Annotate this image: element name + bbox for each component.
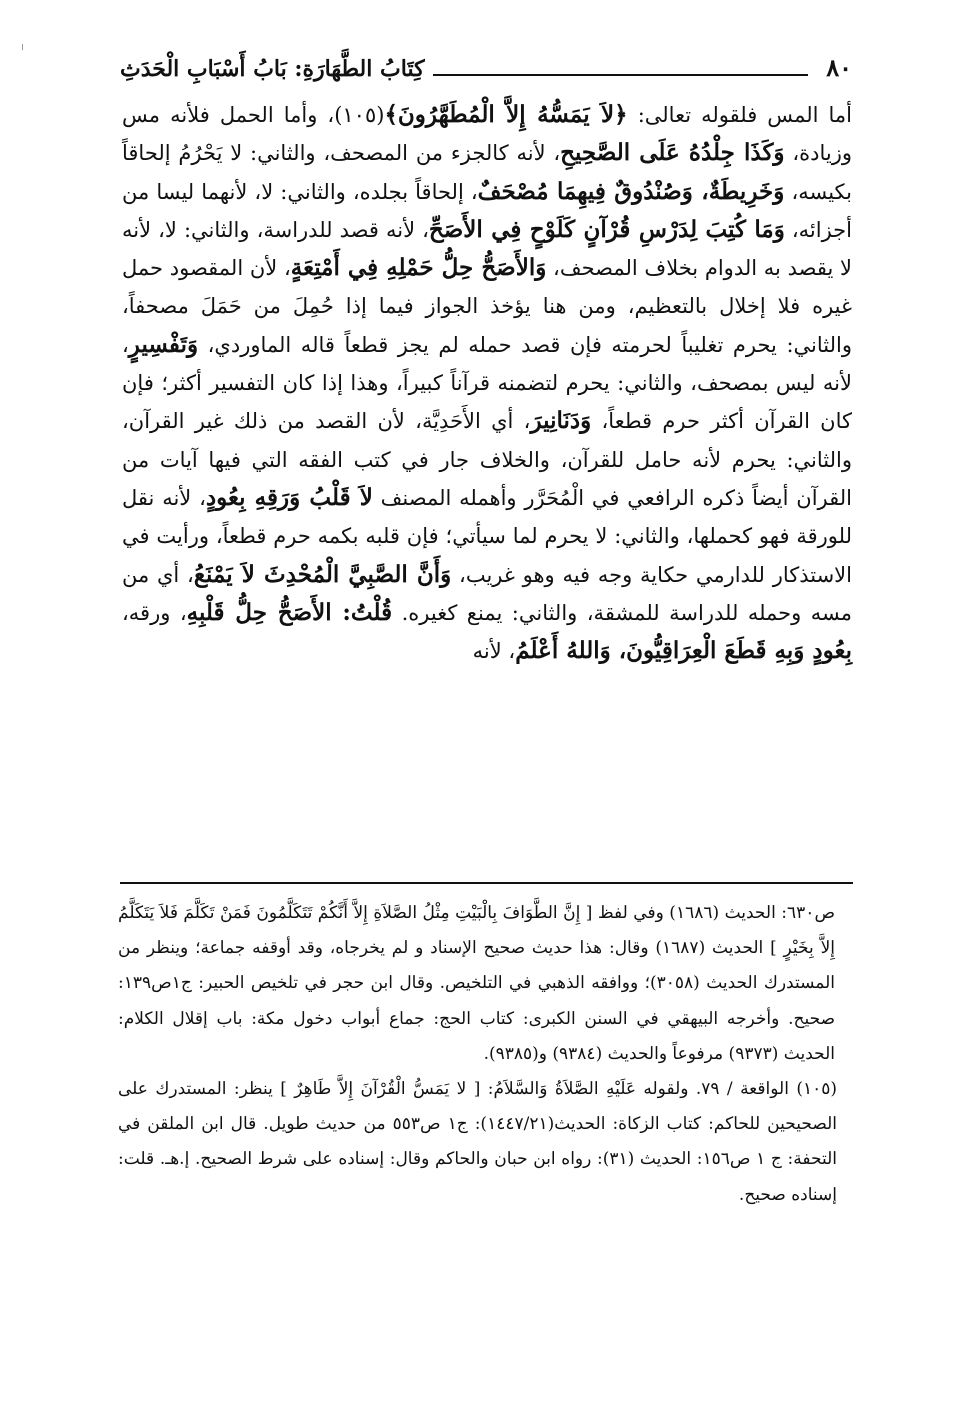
matn-text: وَخَرِيطَةٌ، وَصُنْدُوقٌ فِيهِمَا مُصْحَفٌ	[477, 177, 785, 205]
text-run: ، لأنه	[472, 639, 516, 664]
margin-mark	[22, 44, 23, 50]
footnote-rule	[120, 882, 853, 884]
quran-verse: ﴿لاَ يَمَسُّهُ إِلاَّ الْمُطَهَّرُونَ﴾	[384, 101, 628, 128]
text-run: ، لأنه قصد للدراسة، والثاني: لا، لأنه لا يقصد به الدوام بخلاف المصحف،	[122, 217, 853, 281]
footnotes	[118, 896, 853, 1213]
text-run: ، لأن المقصود حمل غيره فلا إخلال بالتعظيم، ومن هنا يؤخذ الجواز فيما إذا حُمِلَ من حَمَلَ مصحفاً، والثاني: يحرم تغليباً لحرمته فإن قصد حمله لم يجز قطعاً قاله الماوردي،	[122, 256, 852, 357]
text-run: أما المس فلقوله تعالى:	[627, 103, 852, 127]
main-paragraph	[122, 96, 852, 670]
footnote-1: ص٦٣٠: الحديث (١٦٨٦) وفي لفظ [ إِنَّ الطَّوَافَ بِالْبَيْتِ مِثْلُ الصَّلاَةِ إِلاَّ أَنَّكُمْ تَتَكَلَّمُونَ فَمَنْ تَكَلَّمَ فَلاَ يَتَكَلَّمُ إِلاَّ بِخَيْرٍ ] الحديث (١٦٨٧) وقال: هذا حديث صحيح الإسناد و لم يخرجاه، وقد أوقفه جماعة؛ وينظر من المستدرك الحديث (٣٠٥٨)؛ ووافقه الذهبي في التلخيص. وقال ابن حجر في تلخيص الحبير: ج١ص١٣٩: صحيح. وأخرجه البيهقي في السنن الكبرى: كتاب الحج: جماع أبواب دخول مكة: باب إقلال الكلام: الحديث (٩٣٧٣) مرفوعاً والحديث (٩٣٨٤) و(٩٣٨٥).	[118, 903, 835, 1064]
running-title: كِتَابُ الطَّهَارَةِ: بَابُ أَسْبَابِ الْحَدَثِ	[120, 56, 425, 82]
header-rule	[433, 74, 809, 76]
text-run: ، أي من مسه وحمله للدراسة للمشقة، والثاني: يمنع كغيره.	[122, 562, 853, 625]
matn-text: لاَ قَلْبُ وَرَقِهِ بِعُودٍ	[205, 483, 373, 511]
matn-text: وَمَا كُتِبَ لِدَرْسِ قُرْآنٍ كَلَوْحٍ فِي الأَصَحِّ	[428, 215, 785, 243]
text-run: ، إلحاقاً بجلده، والثاني: لا، لأنهما ليسا من أجزائه،	[122, 179, 853, 242]
text-run: ، لأنه كالجزء من المصحف، والثاني: لا يَحْرُمُ إلحاقاً بكيسه،	[122, 141, 852, 204]
main-text	[122, 96, 852, 670]
matn-text: وَأَنَّ الصَّبِيَّ الْمُحْدِثَ لاَ يَمْنَعُ	[193, 560, 452, 588]
matn-text: وَكَذَا جِلْدُهُ عَلَى الصَّحِيحِ	[560, 139, 785, 167]
matn-text: وَتَفْسِيرٍ	[128, 330, 199, 358]
matn-text: وَالأَصَحُّ حِلُّ حَمْلِهِ فِي أَمْتِعَةٍ	[290, 254, 547, 282]
page-number: ٨٠	[826, 53, 852, 82]
text-run: ، لأنه ليس بمصحف، والثاني: يحرم لتضمنه قرآناً كبيراً، وهذا إذا كان التفسير أكثر؛ فإن كان القرآن أكثر حرم قطعاً،	[122, 332, 853, 434]
matn-text: قُلْتُ: الأَصَحُّ حِلُّ قَلْبِهِ	[186, 598, 393, 626]
matn-text: بِعُودٍ وَبِهِ قَطَعَ الْعِرَاقِيُّونَ، وَاللهُ أَعْلَمُ	[515, 637, 852, 665]
footnote-105: (١٠٥) الواقعة / ٧٩. ولقوله عَلَيْهِ الصَّلاَةُ وَالسَّلاَمُ: [ لا يَمَسُّ الْقُرْآنَ إِلاَّ طَاهِرٌ ] ينظر: المستدرك على الصحيحين للحاكم: كتاب الزكاة: الحديث(١٤٤٧/٢١): ج١ ص٥٥٣ من حديث طويل. قال ابن الملقن في التحفة: ج ١ ص١٥٦: الحديث (٣١): رواه ابن حبان والحاكم وقال: إسناده على شرط الصحيح. إ.هـ. قلت: إسناده صحيح.	[118, 1079, 837, 1205]
text-run: (١٠٥)، وأما الحمل فلأنه مس وزيادة،	[122, 103, 852, 166]
text-run: ، أي الأَحَدِيَّة، لأن القصد من ذلك غير القرآن، والثاني: يحرم لأنه حامل للقرآن، والخلاف جار في كتب الفقه التي فيها آيات من القرآن أيضاً ذكره الرافعي في الْمُحَرَّر وأهمله المصنف	[122, 409, 852, 510]
text-run: ، ورقه،	[122, 600, 187, 625]
text-run: ، لأنه نقل للورقة فهو كحملها، والثاني: لا يحرم لما سيأتي؛ فإن قلبه بكمه حرم قطعاً، ورأيت في الاستذكار للدارمي حكاية وجه فيه وهو غريب،	[122, 485, 852, 587]
running-header	[120, 48, 852, 82]
matn-text: وَدَنَانِيرَ	[530, 407, 592, 435]
